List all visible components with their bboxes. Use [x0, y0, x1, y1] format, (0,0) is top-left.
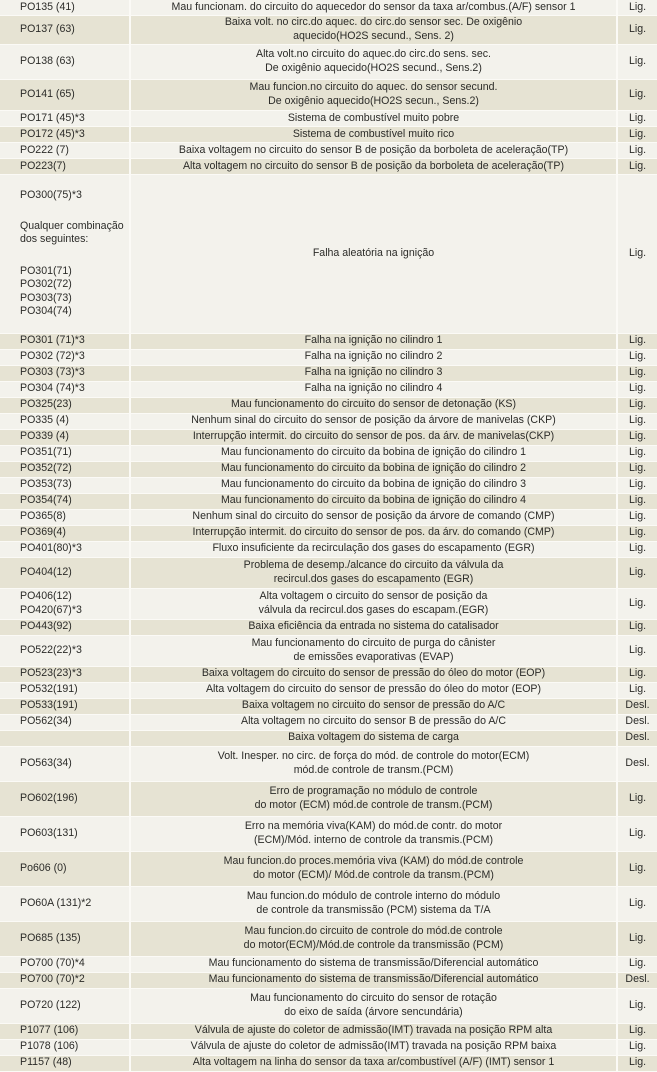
dtc-description: Alta voltagem no circuito do sensor B de pressão do A/C: [130, 714, 617, 730]
dtc-code: PO401(80)*3: [0, 541, 130, 557]
table-row: [0, 781, 657, 816]
table-row: [0, 381, 657, 397]
dtc-code: PO301 (71)*3: [0, 333, 130, 349]
dtc-description: Alta voltagem o circuito do sensor de posição da válvula da recircul.dos gases do escapam.(EGR): [130, 588, 617, 619]
mil-status: Lig.: [617, 333, 657, 349]
dtc-description: Problema de desemp./alcance do circuito da válvula da recircul.dos gases do escapamento (EGR): [130, 557, 617, 588]
dtc-description: Baixa voltagem no circuito do sensor de pressão do A/C: [130, 698, 617, 714]
dtc-code: PO369(4): [0, 525, 130, 541]
table-row: [0, 746, 657, 781]
table-row: [0, 413, 657, 429]
table-row: [0, 127, 657, 143]
dtc-code: PO172 (45)*3: [0, 127, 130, 143]
table-row: [0, 588, 657, 619]
dtc-description: Baixa voltagem do sistema de carga: [130, 730, 617, 746]
table-row: [0, 714, 657, 730]
mil-status: Lig.: [617, 851, 657, 886]
table-row: [0, 988, 657, 1023]
dtc-code: PO700 (70)*2: [0, 972, 130, 988]
dtc-description: Baixa voltagem no circuito do sensor B de posição da borboleta de aceleração(TP): [130, 143, 617, 159]
dtc-code: PO325(23): [0, 397, 130, 413]
dtc-description: Alta voltagem do circuito do sensor de pressão do óleo do motor (EOP): [130, 682, 617, 698]
table-row: [0, 1055, 657, 1071]
mil-status: Lig.: [617, 413, 657, 429]
table-row: [0, 682, 657, 698]
table-row: [0, 477, 657, 493]
mil-status: Lig.: [617, 127, 657, 143]
table-row: [0, 461, 657, 477]
mil-status: Lig.: [617, 461, 657, 477]
table-row: [0, 175, 657, 334]
mil-status: Lig.: [617, 477, 657, 493]
dtc-description: Falha na ignição no cilindro 4: [130, 381, 617, 397]
dtc-code: PO137 (63): [0, 16, 130, 45]
mil-status: Desl.: [617, 714, 657, 730]
table-row: [0, 1023, 657, 1039]
mil-status: Lig.: [617, 429, 657, 445]
dtc-code: PO351(71): [0, 445, 130, 461]
dtc-description: Baixa volt. no circ.do aquec. do circ.do sensor sec. De oxigênio aquecido(HO2S secund., Sens. 2): [130, 16, 617, 45]
table-row: [0, 698, 657, 714]
dtc-code: PO222 (7): [0, 143, 130, 159]
table-row: [0, 1039, 657, 1055]
mil-status: Lig.: [617, 365, 657, 381]
table-row: [0, 143, 657, 159]
dtc-description: Baixa eficiência da entrada no sistema do catalisador: [130, 619, 617, 635]
dtc-description: Mau funcionamento do sistema de transmissão/Diferencial automático: [130, 972, 617, 988]
mil-status: Lig.: [617, 493, 657, 509]
table-row: [0, 80, 657, 111]
mil-status: Lig.: [617, 541, 657, 557]
dtc-description: Alta volt.no circuito do aquec.do circ.do sens. sec. De oxigênio aquecido(HO2S secund., Sens.2): [130, 45, 617, 80]
mil-status: Lig.: [617, 921, 657, 956]
dtc-code: PO300(75)*3: [20, 188, 82, 201]
table-row: [0, 45, 657, 80]
dtc-description: Mau funcionamento do circuito da bobina de ignição do cilindro 4: [130, 493, 617, 509]
dtc-code: PO522(22)*3: [0, 635, 130, 666]
dtc-description: Mau funcionamento do circuito do sensor de rotação do eixo de saída (árvore sencundária): [130, 988, 617, 1023]
table-row: [0, 493, 657, 509]
mil-status: Lig.: [617, 80, 657, 111]
dtc-code: PO443(92): [0, 619, 130, 635]
dtc-code: PO404(12): [0, 557, 130, 588]
mil-status: Lig.: [617, 666, 657, 682]
mil-status: Lig.: [617, 381, 657, 397]
table-row: [0, 541, 657, 557]
dtc-code: PO523(23)*3: [0, 666, 130, 682]
dtc-code: PO365(8): [0, 509, 130, 525]
dtc-description: Falha aleatória na ignição: [130, 175, 617, 334]
dtc-code: PO353(73): [0, 477, 130, 493]
dtc-description: Baixa voltagem do circuito do sensor de pressão do óleo do motor (EOP): [130, 666, 617, 682]
dtc-code: PO563(34): [0, 746, 130, 781]
dtc-description: Interrupção intermit. do circuito do sensor de pos. da árv. do comando (CMP): [130, 525, 617, 541]
table-row: [0, 851, 657, 886]
table-row: [0, 816, 657, 851]
dtc-code: PO339 (4): [0, 429, 130, 445]
mil-status: Desl.: [617, 746, 657, 781]
dtc-description: Falha na ignição no cilindro 1: [130, 333, 617, 349]
table-row: [0, 921, 657, 956]
dtc-description: Fluxo insuficiente da recirculação dos gases do escapamento (EGR): [130, 541, 617, 557]
dtc-description: Mau funcion.do módulo de controle interno do módulo de controle da transmissão (PCM) sistema da T/A: [130, 886, 617, 921]
table-row: [0, 886, 657, 921]
dtc-code: [0, 730, 130, 746]
table-row: [0, 159, 657, 175]
dtc-description: Erro de programação no módulo de controle do motor (ECM) mód.de controle de transm.(PCM): [130, 781, 617, 816]
dtc-code: PO135 (41): [0, 0, 130, 16]
dtc-code: PO406(12) PO420(67)*3: [0, 588, 130, 619]
dtc-description: Nenhum sinal do circuito do sensor de posição da árvore de comando (CMP): [130, 509, 617, 525]
dtc-code: PO60A (131)*2: [0, 886, 130, 921]
mil-status: Desl.: [617, 730, 657, 746]
mil-status: Lig.: [617, 1055, 657, 1071]
table-row: [0, 619, 657, 635]
mil-status: Lig.: [617, 1023, 657, 1039]
dtc-description: Válvula de ajuste do coletor de admissão(IMT) travada na posição RPM baixa: [130, 1039, 617, 1055]
table-row: [0, 730, 657, 746]
dtc-description: Mau funcionamento do circuito da bobina de ignição do cilindro 3: [130, 477, 617, 493]
dtc-description: Mau funcion.do proces.memória viva (KAM) do mód.de controle do motor (ECM)/ Mód.de controle da transm.(PCM): [130, 851, 617, 886]
table-row: [0, 509, 657, 525]
mil-status: Lig.: [617, 0, 657, 16]
dtc-code: PO304 (74)*3: [0, 381, 130, 397]
table-row: [0, 956, 657, 972]
table-row: [0, 365, 657, 381]
table-row: [0, 557, 657, 588]
dtc-description: Válvula de ajuste do coletor de admissão(IMT) travada na posição RPM alta: [130, 1023, 617, 1039]
mil-status: Desl.: [617, 972, 657, 988]
mil-status: Lig.: [617, 816, 657, 851]
mil-status: Lig.: [617, 175, 657, 334]
table-row: [0, 333, 657, 349]
mil-status: Lig.: [617, 45, 657, 80]
table-row: [0, 445, 657, 461]
dtc-description: Mau funcionamento do circuito de purga do cânister de emissões evaporativas (EVAP): [130, 635, 617, 666]
mil-status: Lig.: [617, 349, 657, 365]
mil-status: Lig.: [617, 445, 657, 461]
dtc-description: Mau funcionamento do circuito do sensor de detonação (KS): [130, 397, 617, 413]
dtc-code-group: [0, 175, 130, 334]
dtc-code: PO720 (122): [0, 988, 130, 1023]
dtc-description: Mau funcionamento do circuito da bobina de ignição do cilindro 1: [130, 445, 617, 461]
dtc-code-list: PO301(71) PO302(72) PO303(73) PO304(74): [20, 264, 72, 318]
dtc-code: PO223(7): [0, 159, 130, 175]
table-row: [0, 666, 657, 682]
dtc-description: Erro na memória viva(KAM) do mód.de contr. do motor (ECM)/Mód. interno de controle da transmis.(PCM): [130, 816, 617, 851]
mil-status: Lig.: [617, 886, 657, 921]
dtc-description: Mau funcionamento do sistema de transmissão/Diferencial automático: [130, 956, 617, 972]
table-row: [0, 111, 657, 127]
dtc-code: PO138 (63): [0, 45, 130, 80]
mil-status: Lig.: [617, 956, 657, 972]
dtc-description: Alta voltagem no circuito do sensor B de posição da borboleta de aceleração(TP): [130, 159, 617, 175]
dtc-code: PO303 (73)*3: [0, 365, 130, 381]
dtc-description: Alta voltagem na linha do sensor da taxa ar/combustível (A/F) (IMT) sensor 1: [130, 1055, 617, 1071]
mil-status: Desl.: [617, 698, 657, 714]
dtc-description: Mau funcion.do circuito de controle do mód.de controle do motor(ECM)/Mód.de controle da transmissão (PCM): [130, 921, 617, 956]
mil-status: Lig.: [617, 619, 657, 635]
dtc-combination-note: Qualquer combinação dos seguintes:: [20, 219, 124, 246]
dtc-code: P1077 (106): [0, 1023, 130, 1039]
dtc-code: PO602(196): [0, 781, 130, 816]
dtc-code: PO354(74): [0, 493, 130, 509]
mil-status: Lig.: [617, 159, 657, 175]
table-row: [0, 525, 657, 541]
dtc-code: PO532(191): [0, 682, 130, 698]
dtc-description: Interrupção intermit. do circuito do sensor de pos. da árv. de manivelas(CKP): [130, 429, 617, 445]
dtc-description: Mau funcionamento do circuito da bobina de ignição do cilindro 2: [130, 461, 617, 477]
dtc-code: PO533(191): [0, 698, 130, 714]
dtc-code: PO685 (135): [0, 921, 130, 956]
mil-status: Lig.: [617, 16, 657, 45]
dtc-description: Falha na ignição no cilindro 3: [130, 365, 617, 381]
dtc-code: PO562(34): [0, 714, 130, 730]
mil-status: Lig.: [617, 1039, 657, 1055]
dtc-code: PO352(72): [0, 461, 130, 477]
mil-status: Lig.: [617, 682, 657, 698]
dtc-code: P1078 (106): [0, 1039, 130, 1055]
table-row: [0, 972, 657, 988]
dtc-description: Sistema de combustível muito pobre: [130, 111, 617, 127]
dtc-description: Mau funcion.no circuito do aquec. do sensor secund. De oxigênio aquecido(HO2S secun., Sens.2): [130, 80, 617, 111]
dtc-description: Volt. Inesper. no circ. de força do mód. de controle do motor(ECM) mód.de controle de transm.(PCM): [130, 746, 617, 781]
mil-status: Lig.: [617, 557, 657, 588]
mil-status: Lig.: [617, 143, 657, 159]
dtc-code: PO302 (72)*3: [0, 349, 130, 365]
dtc-description: Falha na ignição no cilindro 2: [130, 349, 617, 365]
dtc-code: PO700 (70)*4: [0, 956, 130, 972]
table-row: [0, 397, 657, 413]
dtc-description: Sistema de combustível muito rico: [130, 127, 617, 143]
mil-status: Lig.: [617, 111, 657, 127]
mil-status: Lig.: [617, 588, 657, 619]
mil-status: Lig.: [617, 781, 657, 816]
mil-status: Lig.: [617, 988, 657, 1023]
dtc-code: P1157 (48): [0, 1055, 130, 1071]
dtc-code: PO335 (4): [0, 413, 130, 429]
mil-status: Lig.: [617, 397, 657, 413]
mil-status: Lig.: [617, 525, 657, 541]
table-row: [0, 635, 657, 666]
mil-status: Lig.: [617, 509, 657, 525]
dtc-code: PO603(131): [0, 816, 130, 851]
table-row: [0, 16, 657, 45]
table-row: [0, 0, 657, 16]
table-row: [0, 349, 657, 365]
dtc-code: PO141 (65): [0, 80, 130, 111]
dtc-code: Po606 (0): [0, 851, 130, 886]
dtc-description: Nenhum sinal do circuito do sensor de posição da árvore de manivelas (CKP): [130, 413, 617, 429]
dtc-code: PO171 (45)*3: [0, 111, 130, 127]
table-row: [0, 429, 657, 445]
dtc-description: Mau funcionam. do circuito do aquecedor do sensor da taxa ar/combus.(A/F) sensor 1: [130, 0, 617, 16]
mil-status: Lig.: [617, 635, 657, 666]
